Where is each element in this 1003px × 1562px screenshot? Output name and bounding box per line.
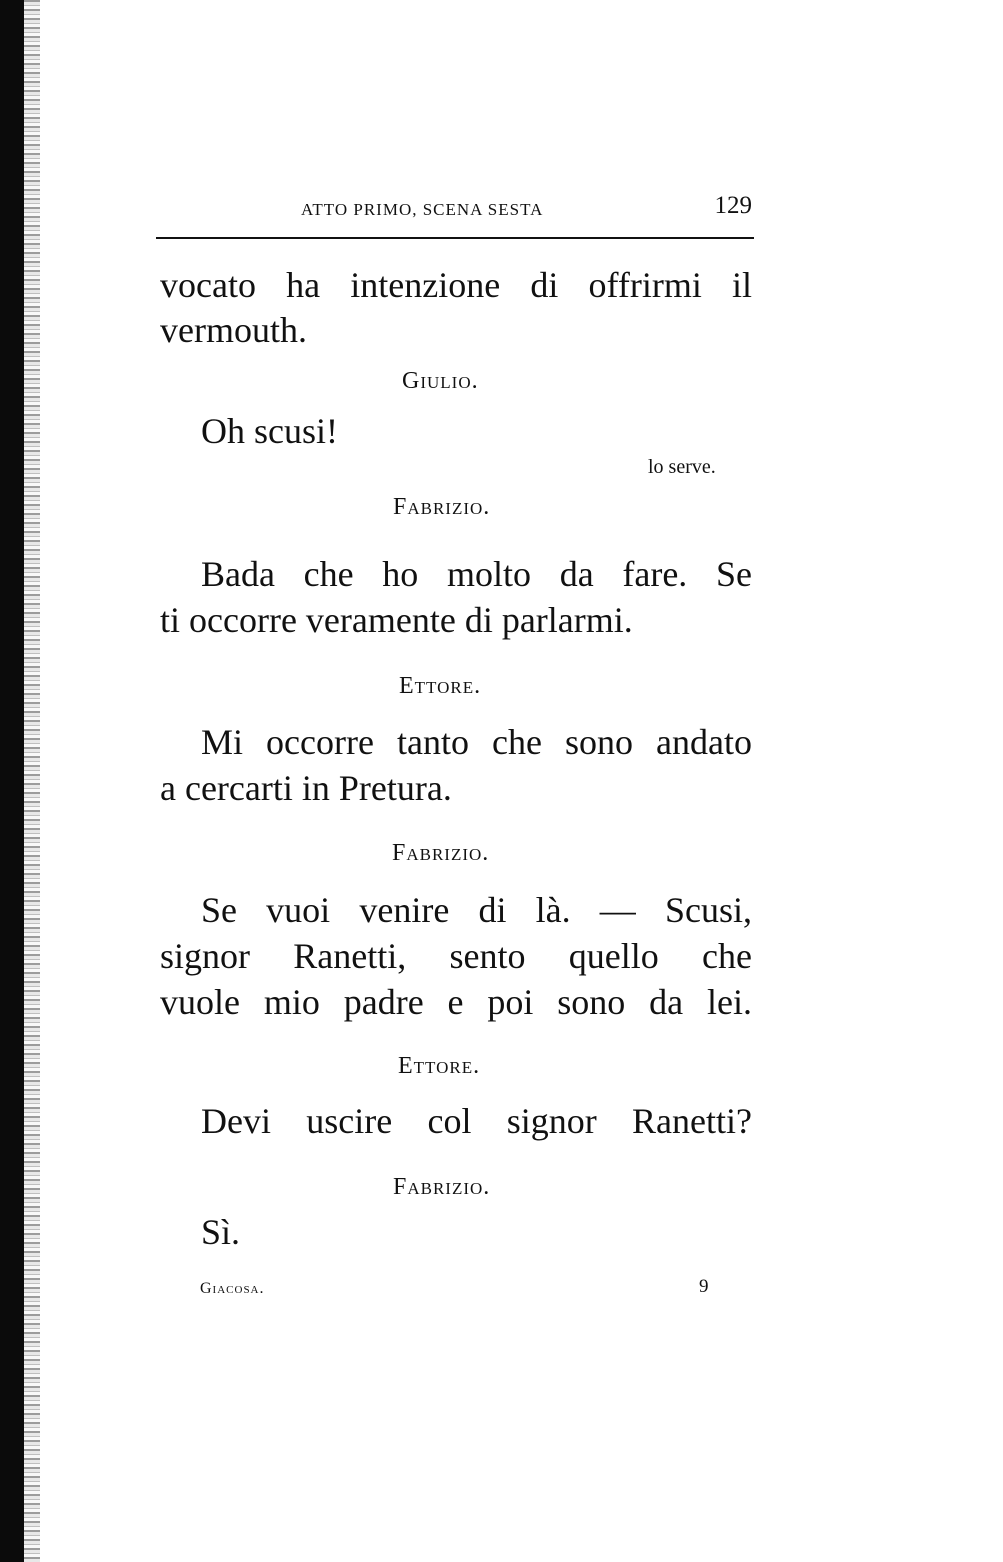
speaker-name: Ettore.: [398, 1053, 481, 1079]
sheet-number: 9: [699, 1276, 709, 1297]
printer-signature: Giacosa.: [200, 1280, 265, 1297]
header-rule: [156, 237, 754, 239]
speaker-name: Fabrizio.: [393, 1174, 491, 1200]
speaker-name: Giulio.: [402, 368, 479, 394]
page-binding-edge: [0, 0, 24, 1562]
text-line: vuole mio padre e poi sono da lei.: [160, 982, 752, 1022]
text-line: Se vuoi venire di là. — Scusi,: [201, 890, 752, 930]
text-line: Bada che ho molto da fare. Se: [201, 554, 752, 594]
text-line: Sì.: [201, 1212, 241, 1252]
speaker-name: Fabrizio.: [392, 840, 490, 866]
text-line: Devi uscire col signor Ranetti?: [201, 1101, 752, 1141]
text-line: signor Ranetti, sento quello che: [160, 936, 752, 976]
text-line: vermouth.: [160, 310, 307, 350]
text-line: a cercarti in Pretura.: [160, 768, 452, 808]
page-binding-shadow: [24, 0, 40, 1562]
text-line: Oh scusi!: [201, 411, 338, 451]
text-line: Mi occorre tanto che sono andato: [201, 722, 752, 762]
running-title: ATTO PRIMO, SCENA SESTA: [301, 200, 544, 219]
text-line: vocato ha intenzione di offrirmi il: [160, 265, 752, 305]
page-number: 129: [714, 192, 752, 219]
running-header: [156, 192, 754, 228]
stage-direction: lo serve.: [648, 456, 716, 478]
speaker-name: Ettore.: [399, 673, 482, 699]
speaker-name: Fabrizio.: [393, 494, 491, 520]
text-line: ti occorre veramente di parlarmi.: [160, 600, 633, 640]
